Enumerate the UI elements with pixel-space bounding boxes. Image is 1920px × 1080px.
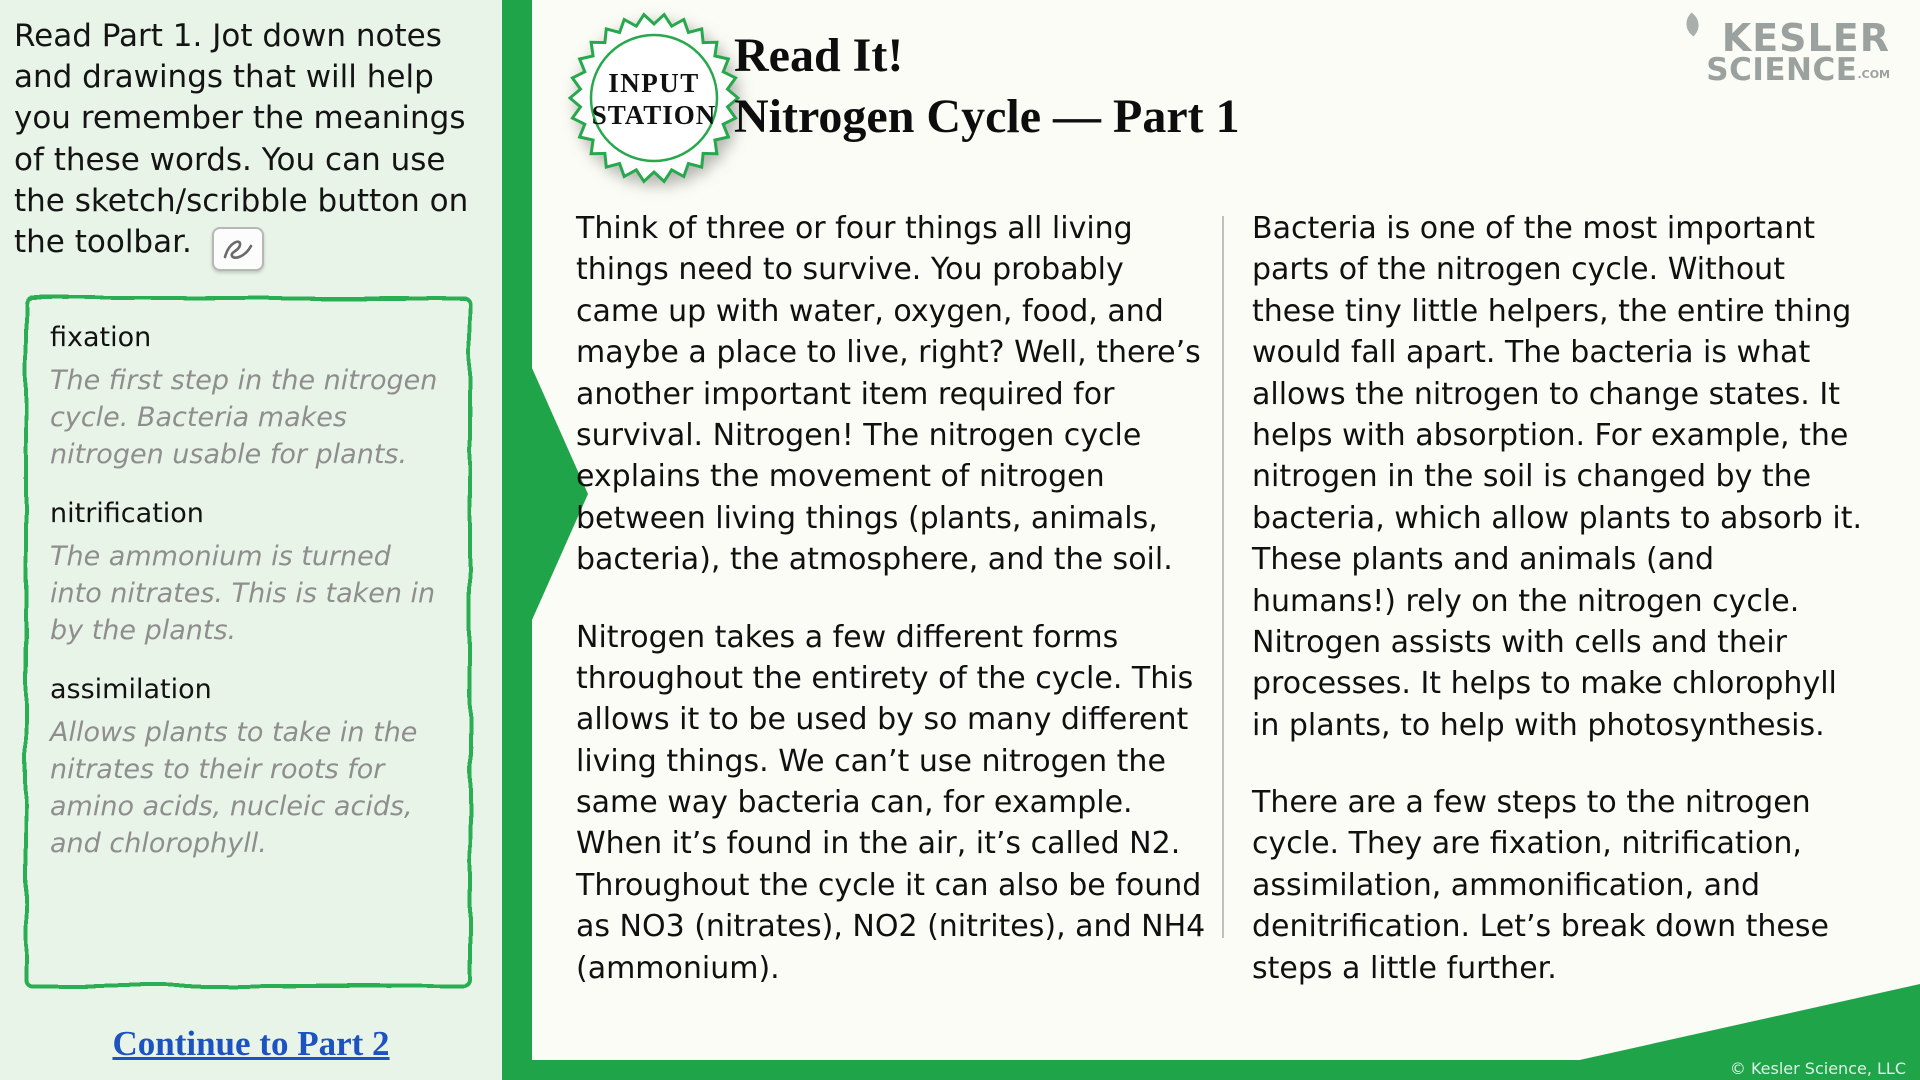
leaf-icon [1681,13,1705,37]
badge-text-line1: INPUT [608,68,700,98]
reading-column-2 [1252,208,1866,989]
title-nitrogen-cycle: Nitrogen Cycle — Part 1 [734,89,1240,143]
reading-column-1 [576,208,1208,989]
copyright-text: © Kesler Science, LLC [1729,1059,1906,1078]
page-title [734,30,1240,144]
notes-sidebar [0,0,502,1080]
reading-panel [532,0,1920,1080]
continue-to-part-2-link[interactable]: Continue to Part 2 [112,1024,390,1063]
kesler-science-logo [1706,16,1890,89]
title-read-it: Read It! [734,29,904,82]
instructions-text: Read Part 1. Jot down notes and drawings that will help you remember the meanings of these words. You can use the sketch/scribble button on the toolbar. [14,18,469,261]
sketch-scribble-button-illustration [212,227,264,271]
reading-columns [576,208,1920,989]
term-label: assimilation [50,673,212,705]
term-label: nitrification [50,497,204,529]
term-label: fixation [50,322,152,353]
scribble-icon [220,234,256,264]
term-definition: The first step in the nitrogen cycle. Bacteria makes nitrogen usable for plants. [50,365,438,470]
continue-link-container [0,1024,502,1064]
logo-line2-text: SCIENCE [1706,52,1858,89]
paragraph: Nitrogen takes a few different forms throughout the entirety of the cycle. This allows it to be used by so many different living things. We can’t use nitrogen the same way bacteria can, for example. When it’s found in the air, it’s called N2. Throughout the cycle it can also be found as NO3 (nitrates), NO2 (nitrites), and NH4 (ammonium). [576,619,1206,986]
logo-line1: KESLER [1721,16,1890,60]
term-definition: Allows plants to take in the nitrates to their roots for amino acids, nucleic acids, and chlorophyll. [50,716,418,859]
term-group-fixation [50,322,446,474]
vertical-divider-bar [502,0,532,1080]
logo-line2 [1706,52,1890,89]
term-group-assimilation [50,674,446,863]
input-station-badge [568,12,740,184]
sidebar-instructions [14,16,494,271]
paragraph: There are a few steps to the nitrogen cycle. They are fixation, nitrification, assimilation, ammonification, and denitrification. Let’s break down these steps a little further. [1252,785,1829,986]
column-divider-line [1222,216,1224,938]
vocabulary-notes-box[interactable] [20,292,476,992]
badge-text-line2: STATION [591,100,717,130]
term-group-nitrification [50,498,446,650]
paragraph: Bacteria is one of the most important parts of the nitrogen cycle. Without these tiny little helpers, the entire thing would fall apart. The bacteria is what allows the nitrogen to change states. It helps with absorption. For example, the nitrogen in the soil is changed by the bacteria, which allow plants to absorb it. These plants and animals (and humans!) rely on the nitrogen cycle. Nitrogen assists with cells and their processes. It helps to make chlorophyll in plants, to help with photosynthesis. [1252,211,1862,743]
paragraph: Think of three or four things all living things need to survive. You probably came up with water, oxygen, food, and maybe a place to live, right? Well, there’s another important item required for survival. Nitrogen! The nitrogen cycle explains the movement of nitrogen between living things (plants, animals, bacteria), the atmosphere, and the soil. [576,211,1201,578]
starburst-icon [568,12,740,184]
logo-com-suffix: .COM [1857,68,1890,82]
term-definition: The ammonium is turned into nitrates. This is taken in by the plants. [50,540,436,646]
